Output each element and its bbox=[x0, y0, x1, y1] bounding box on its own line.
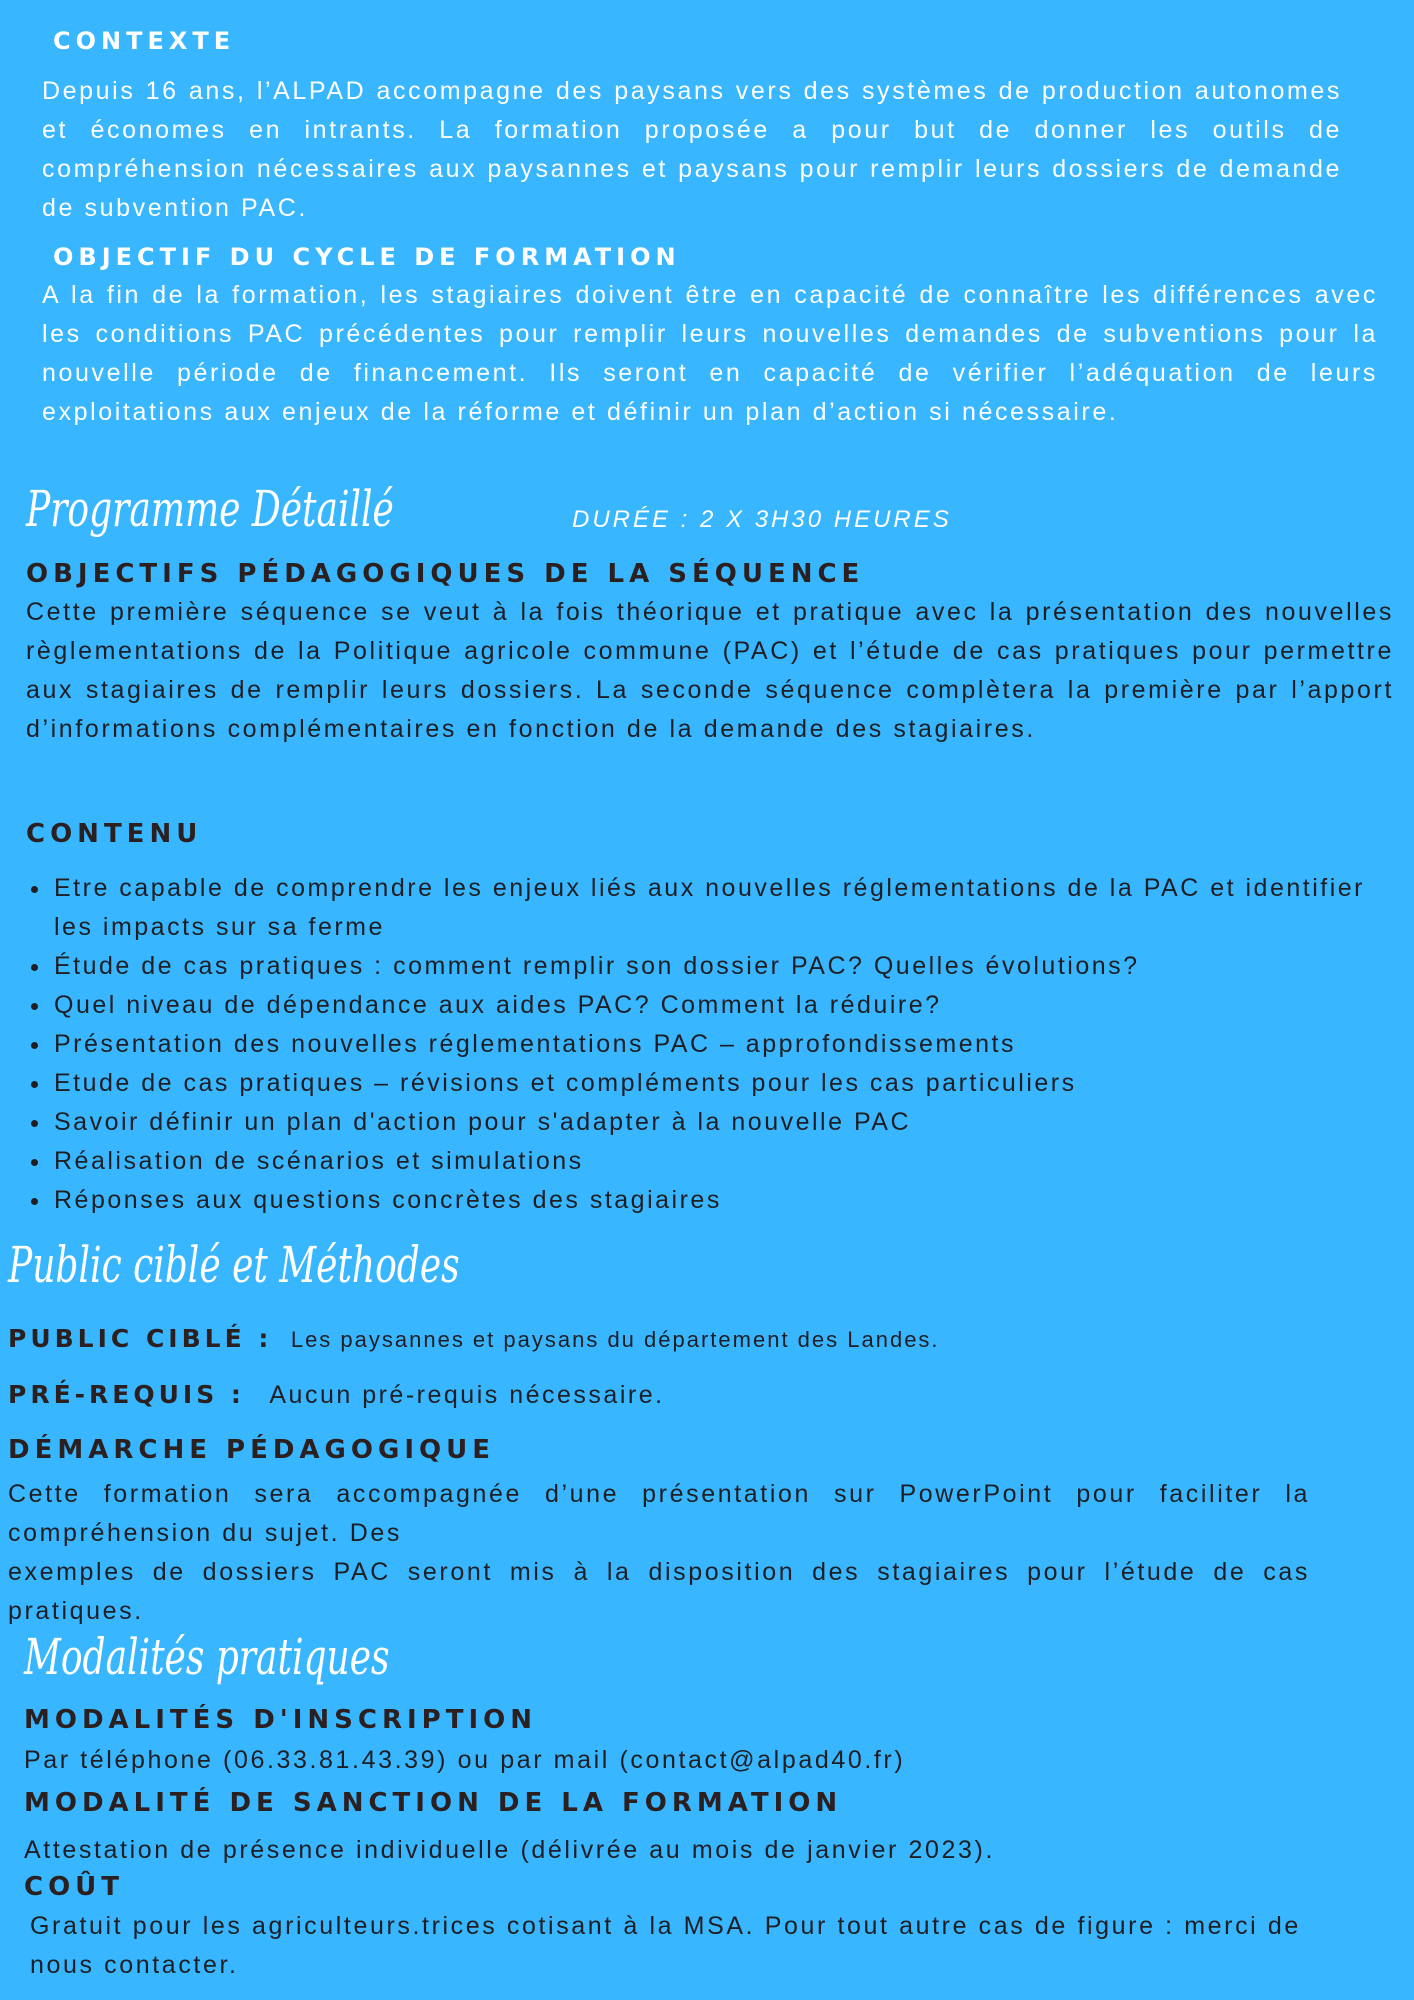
prerequis-text: Aucun pré-requis nécessaire. bbox=[269, 1381, 665, 1409]
inscription-title: MODALITÉS D'INSCRIPTION bbox=[24, 1705, 537, 1735]
demarche-text-2: exemples de dossiers PAC seront mis à la disposition des stagiaires pour l’étude de cas pratiques. bbox=[8, 1558, 1310, 1625]
list-item: • Savoir définir un plan d'action pour s'adapter à la nouvelle PAC bbox=[52, 1103, 1406, 1142]
objectifs-pedagogiques-text: Cette première séquence se veut à la fois théorique et pratique avec la présentation des nouvelles règlementations de la Politique agricole commune (PAC) et l’étude de cas pratiques pour permettre aux stagiaires de remplir leurs dossiers. La seconde séquence complètera la première par l’apport d’informations complémentaires en fonction de la demande des stagiaires. bbox=[26, 598, 1394, 743]
list-item: • Etude de cas pratiques – révisions et compléments pour les cas particuliers bbox=[52, 1064, 1406, 1103]
list-item: • Réponses aux questions concrètes des stagiaires bbox=[52, 1181, 1406, 1220]
list-item: • Présentation des nouvelles réglementations PAC – approfondissements bbox=[52, 1025, 1406, 1064]
list-item: • Réalisation de scénarios et simulations bbox=[52, 1142, 1406, 1181]
list-item: • Quel niveau de dépendance aux aides PAC? Comment la réduire? bbox=[52, 986, 1406, 1025]
objectif-title: OBJECTIF DU CYCLE DE FORMATION bbox=[53, 243, 681, 271]
public-heading: Public ciblé et Méthodes bbox=[8, 1236, 460, 1294]
objectif-text: A la fin de la formation, les stagiaires doivent être en capacité de connaître les différences avec les conditions PAC précédentes pour remplir leurs nouvelles demandes de subventions pour la nouvelle période de financement. Ils seront en capacité de vérifier l’adéquation de leurs exploitations aux enjeux de la réforme et définir un plan d’action si nécessaire. bbox=[42, 281, 1378, 426]
prerequis-row bbox=[8, 1380, 665, 1410]
public-cible-text: Les paysannes et paysans du département des Landes. bbox=[290, 1327, 940, 1352]
list-item: • Étude de cas pratiques : comment remplir son dossier PAC? Quelles évolutions? bbox=[52, 947, 1406, 986]
cout-text: Gratuit pour les agriculteurs.trices cotisant à la MSA. Pour tout autre cas de figure : merci de nous contacter. bbox=[30, 1912, 1301, 1979]
prerequis-label: PRÉ-REQUIS : bbox=[8, 1380, 245, 1409]
contexte-text: Depuis 16 ans, l’ALPAD accompagne des paysans vers des systèmes de production autonomes et économes en intrants. La formation proposée a pour but de donner les outils de compréhension nécessaires aux paysannes et paysans pour remplir leurs dossiers de demande de subvention PAC. bbox=[42, 77, 1342, 222]
objectifs-pedagogiques-title: OBJECTIFS PÉDAGOGIQUES DE LA SÉQUENCE bbox=[26, 559, 865, 589]
inscription-text: Par téléphone (06.33.81.43.39) ou par mail (contact@alpad40.fr) bbox=[24, 1746, 906, 1774]
programme-heading: Programme Détaillé bbox=[26, 480, 394, 538]
demarche-title: DÉMARCHE PÉDAGOGIQUE bbox=[8, 1435, 495, 1465]
contexte-title: CONTEXTE bbox=[53, 27, 236, 55]
sanction-text: Attestation de présence individuelle (délivrée au mois de janvier 2023). bbox=[24, 1836, 995, 1864]
modalites-heading: Modalités pratiques bbox=[24, 1628, 390, 1686]
contenu-list bbox=[26, 869, 1406, 1220]
public-cible-label: PUBLIC CIBLÉ : bbox=[8, 1324, 273, 1353]
public-cible-row bbox=[8, 1324, 940, 1353]
contenu-title: CONTENU bbox=[26, 819, 203, 849]
cout-title: COÛT bbox=[24, 1872, 125, 1902]
list-item: • Etre capable de comprendre les enjeux liés aux nouvelles réglementations de la PAC et identifier les impacts sur sa ferme bbox=[52, 869, 1406, 947]
contenu-list-wrapper bbox=[26, 869, 1406, 1220]
demarche-text-1: Cette formation sera accompagnée d’une présentation sur PowerPoint pour faciliter la compréhension du sujet. Des bbox=[8, 1480, 1310, 1547]
duree-text: DURÉE : 2 X 3H30 HEURES bbox=[572, 506, 952, 533]
sanction-title: MODALITÉ DE SANCTION DE LA FORMATION bbox=[24, 1788, 843, 1818]
